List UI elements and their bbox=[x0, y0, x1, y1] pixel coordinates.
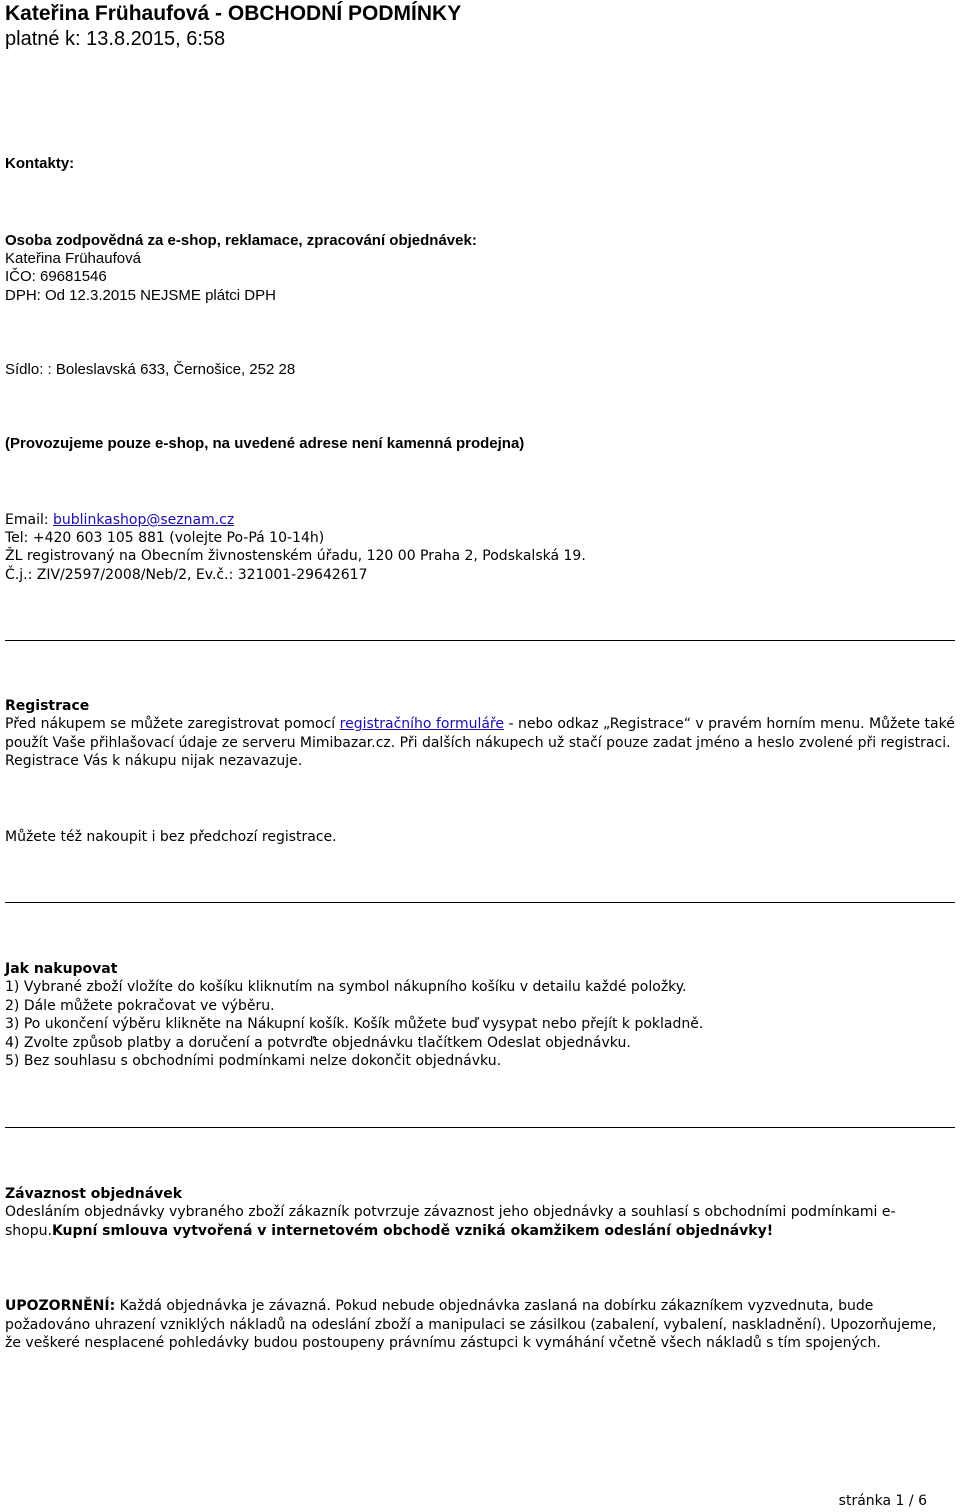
binding-text-plain: Odesláním objednávky vybraného zboží zákazník potvrzuje závaznost jeho objednávky a souhlasí s obchodními podmínkami e-shopu. bbox=[5, 1204, 896, 1239]
registration-form-link[interactable]: registračního formuláře bbox=[339, 716, 504, 732]
email-link[interactable]: bublinkashop@seznam.cz bbox=[53, 512, 235, 528]
registration-text bbox=[5, 715, 955, 771]
step-item: 3) Po ukončení výběru klikněte na Nákupní košík. Košík můžete buď vysypat nebo přejít k pokladně. bbox=[5, 1016, 704, 1032]
step-item: 5) Bez souhlasu s obchodními podmínkami nelze dokončit objednávku. bbox=[5, 1053, 502, 1069]
section-divider bbox=[5, 902, 955, 903]
email-label: Email: bbox=[5, 512, 54, 528]
step-item: 4) Zvolte způsob platby a doručení a potvrďte objednávku tlačítkem Odeslat objednávku. bbox=[5, 1035, 631, 1051]
registration-text-end: - nebo odkaz „Registrace“ v pravém horním menu. Můžete také použít Vaše přihlašovací údaje ze serveru Mimibazar.cz. Při dalších nákupech už stačí pouze zadat jméno a heslo zvolené při registraci. Registrace Vás k nákupu nijak nezavazuje. bbox=[5, 716, 955, 769]
eshop-only-note: (Provozujeme pouze e-shop, na uvedené adrese není kamenná prodejna) bbox=[5, 435, 525, 452]
dph-status: DPH: Od 12.3.2015 NEJSME plátci DPH bbox=[5, 287, 276, 304]
valid-date: platné k: 13.8.2015, 6:58 bbox=[5, 28, 226, 50]
warning-text bbox=[5, 1297, 955, 1353]
registry-reference: Č.j.: ZIV/2597/2008/Neb/2, Ev.č.: 321001-29642617 bbox=[5, 567, 368, 583]
seat-address: Sídlo: : Boleslavská 633, Černošice, 252 28 bbox=[5, 361, 296, 378]
page-number: stránka 1 / 6 bbox=[838, 1493, 927, 1509]
no-registration-note: Můžete též nakoupit i bez předchozí registrace. bbox=[5, 829, 337, 845]
phone-line: Tel: +420 603 105 881 (volejte Po-Pá 10-14h) bbox=[5, 530, 325, 546]
warning-body: Každá objednávka je závazná. Pokud nebude objednávka zaslaná na dobírku zákazníkem vyzvednuta, bude požadováno uhrazení vzniklých nákladů na odeslání zboží a manipulaci se zásilkou (zabalení, vybalení, naskladnění). Upozorňujeme, že veškeré nesplacené pohledávky budou postoupeny právnímu zástupci k vymáhání včetně všech nákladů s tím spojených. bbox=[5, 1298, 937, 1351]
step-item: 1) Vybrané zboží vložíte do košíku kliknutím na symbol nákupního košíku v detailu každé položky. bbox=[5, 979, 687, 995]
registration-heading: Registrace bbox=[5, 698, 90, 714]
warning-label: UPOZORNĚNÍ: bbox=[5, 1298, 116, 1314]
step-item: 2) Dále můžete pokračovat ve výběru. bbox=[5, 998, 275, 1014]
contacts-heading: Kontakty: bbox=[5, 155, 75, 172]
binding-heading: Závaznost objednávek bbox=[5, 1186, 183, 1202]
ico: IČO: 69681546 bbox=[5, 268, 107, 285]
binding-text-bold: Kupní smlouva vytvořená v internetovém obchodě vzniká okamžikem odeslání objednávky! bbox=[51, 1222, 774, 1239]
section-divider bbox=[5, 640, 955, 641]
document-title: Kateřina Frühaufová - OBCHODNÍ PODMÍNKY bbox=[5, 2, 462, 25]
owner-name: Kateřina Frühaufová bbox=[5, 250, 141, 267]
section-divider bbox=[5, 1127, 955, 1128]
how-to-buy-heading: Jak nakupovat bbox=[5, 961, 118, 977]
binding-text bbox=[5, 1203, 955, 1240]
email-line bbox=[5, 511, 234, 530]
trade-registry: ŽL registrovaný na Obecním živnostenském úřadu, 120 00 Praha 2, Podskalská 19. bbox=[5, 548, 586, 564]
responsible-heading: Osoba zodpovědná za e-shop, reklamace, zpracování objednávek: bbox=[5, 232, 477, 249]
registration-text-start: Před nákupem se můžete zaregistrovat pomocí bbox=[5, 716, 340, 732]
